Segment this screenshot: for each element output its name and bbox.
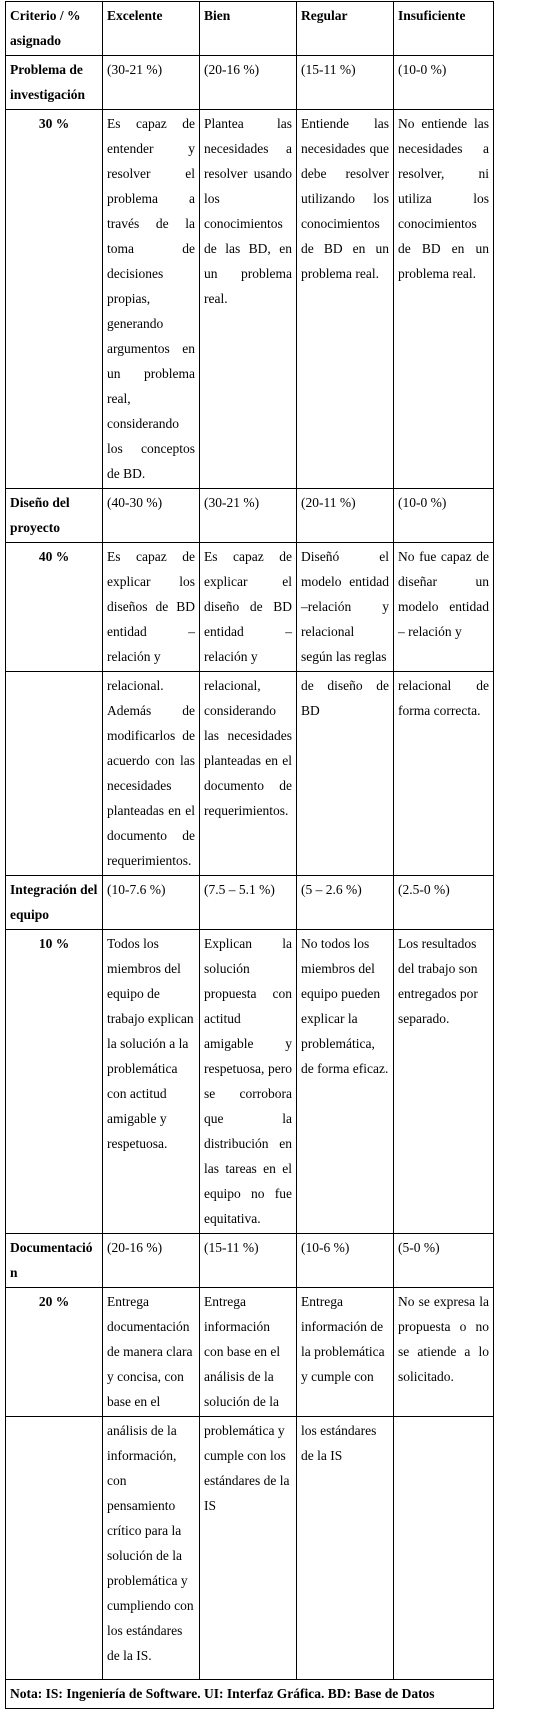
rubric-table bbox=[5, 1, 494, 1709]
desc-insuficiente: relacional de forma correcta. bbox=[394, 672, 494, 876]
table-row bbox=[6, 489, 494, 543]
header-excelente: Excelente bbox=[103, 2, 200, 56]
desc-insuficiente bbox=[394, 1417, 494, 1680]
header-bien: Bien bbox=[200, 2, 297, 56]
range-excelente: (20-16 %) bbox=[103, 1234, 200, 1288]
range-insuficiente: (5-0 %) bbox=[394, 1234, 494, 1288]
desc-regular: los estándares de la IS bbox=[297, 1417, 394, 1680]
desc-regular: Diseñó el modelo entidad –relación y relacional según las reglas bbox=[297, 543, 394, 672]
table-row bbox=[6, 110, 494, 489]
desc-insuficiente: No fue capaz de diseñar un modelo entidad – relación y bbox=[394, 543, 494, 672]
table-row bbox=[6, 1417, 494, 1680]
desc-excelente: relacional. Además de modificarlos de acuerdo con las necesidades planteadas en el documento de requerimientos. bbox=[103, 672, 200, 876]
desc-bien: Es capaz de explicar el diseño de BD entidad – relación y bbox=[200, 543, 297, 672]
desc-excelente: Entrega documentación de manera clara y concisa, con base en el bbox=[103, 1288, 200, 1417]
criterion-name: Integración del equipo bbox=[6, 876, 103, 930]
empty-cell bbox=[6, 1417, 103, 1680]
table-row bbox=[6, 1234, 494, 1288]
desc-insuficiente: No entiende las necesidades a resolver, ni utiliza los conocimientos de BD en un problema real. bbox=[394, 110, 494, 489]
desc-regular: Entiende las necesidades que debe resolver utilizando los conocimientos de BD en un problema real. bbox=[297, 110, 394, 489]
criterion-weight: 20 % bbox=[6, 1288, 103, 1417]
desc-excelente: Es capaz de entender y resolver el problema a través de la toma de decisiones propias, generando argumentos en un problema real, considerando los conceptos de BD. bbox=[103, 110, 200, 489]
range-excelente: (10-7.6 %) bbox=[103, 876, 200, 930]
desc-regular: Entrega información de la problemática y cumple con bbox=[297, 1288, 394, 1417]
range-excelente: (30-21 %) bbox=[103, 56, 200, 110]
criterion-name: Problema de investigación bbox=[6, 56, 103, 110]
criterion-weight: 40 % bbox=[6, 543, 103, 672]
desc-regular: No todos los miembros del equipo pueden explicar la problemática, de forma eficaz. bbox=[297, 930, 394, 1234]
criterion-weight: 30 % bbox=[6, 110, 103, 489]
header-insuficiente: Insuficiente bbox=[394, 2, 494, 56]
range-bien: (7.5 – 5.1 %) bbox=[200, 876, 297, 930]
header-row bbox=[6, 2, 494, 56]
note-row bbox=[6, 1680, 494, 1709]
range-insuficiente: (2.5-0 %) bbox=[394, 876, 494, 930]
range-regular: (20-11 %) bbox=[297, 489, 394, 543]
table-row bbox=[6, 672, 494, 876]
desc-bien: Plantea las necesidades a resolver usando los conocimientos de las BD, en un problema real. bbox=[200, 110, 297, 489]
desc-excelente: análisis de la información, con pensamiento crítico para la solución de la problemática y cumpliendo con los estándares de la IS. bbox=[103, 1417, 200, 1680]
desc-bien: problemática y cumple con los estándares de la IS bbox=[200, 1417, 297, 1680]
criterion-weight: 10 % bbox=[6, 930, 103, 1234]
desc-bien: Explican la solución propuesta con actitud amigable y respetuosa, pero se corrobora que la distribución en las tareas en el equipo no fue equitativa. bbox=[200, 930, 297, 1234]
desc-insuficiente: No se expresa la propuesta o no se atiende a lo solicitado. bbox=[394, 1288, 494, 1417]
desc-bien: Entrega información con base en el análisis de la solución de la bbox=[200, 1288, 297, 1417]
desc-bien: relacional, considerando las necesidades planteadas en el documento de requerimientos. bbox=[200, 672, 297, 876]
criterion-name: Documentació n bbox=[6, 1234, 103, 1288]
table-row bbox=[6, 56, 494, 110]
desc-insuficiente: Los resultados del trabajo son entregados por separado. bbox=[394, 930, 494, 1234]
header-criterio: Criterio / % asignado bbox=[6, 2, 103, 56]
range-bien: (20-16 %) bbox=[200, 56, 297, 110]
range-bien: (15-11 %) bbox=[200, 1234, 297, 1288]
table-row bbox=[6, 1288, 494, 1417]
table-row bbox=[6, 930, 494, 1234]
desc-excelente: Es capaz de explicar los diseños de BD entidad – relación y bbox=[103, 543, 200, 672]
table-row bbox=[6, 876, 494, 930]
table-note: Nota: IS: Ingeniería de Software. UI: Interfaz Gráfica. BD: Base de Datos bbox=[6, 1680, 494, 1709]
empty-cell bbox=[6, 672, 103, 876]
range-regular: (10-6 %) bbox=[297, 1234, 394, 1288]
range-excelente: (40-30 %) bbox=[103, 489, 200, 543]
desc-regular: de diseño de BD bbox=[297, 672, 394, 876]
range-insuficiente: (10-0 %) bbox=[394, 489, 494, 543]
table-row bbox=[6, 543, 494, 672]
criterion-name: Diseño del proyecto bbox=[6, 489, 103, 543]
range-bien: (30-21 %) bbox=[200, 489, 297, 543]
header-regular: Regular bbox=[297, 2, 394, 56]
desc-excelente: Todos los miembros del equipo de trabajo explican la solución a la problemática con actitud amigable y respetuosa. bbox=[103, 930, 200, 1234]
range-regular: (15-11 %) bbox=[297, 56, 394, 110]
range-insuficiente: (10-0 %) bbox=[394, 56, 494, 110]
range-regular: (5 – 2.6 %) bbox=[297, 876, 394, 930]
